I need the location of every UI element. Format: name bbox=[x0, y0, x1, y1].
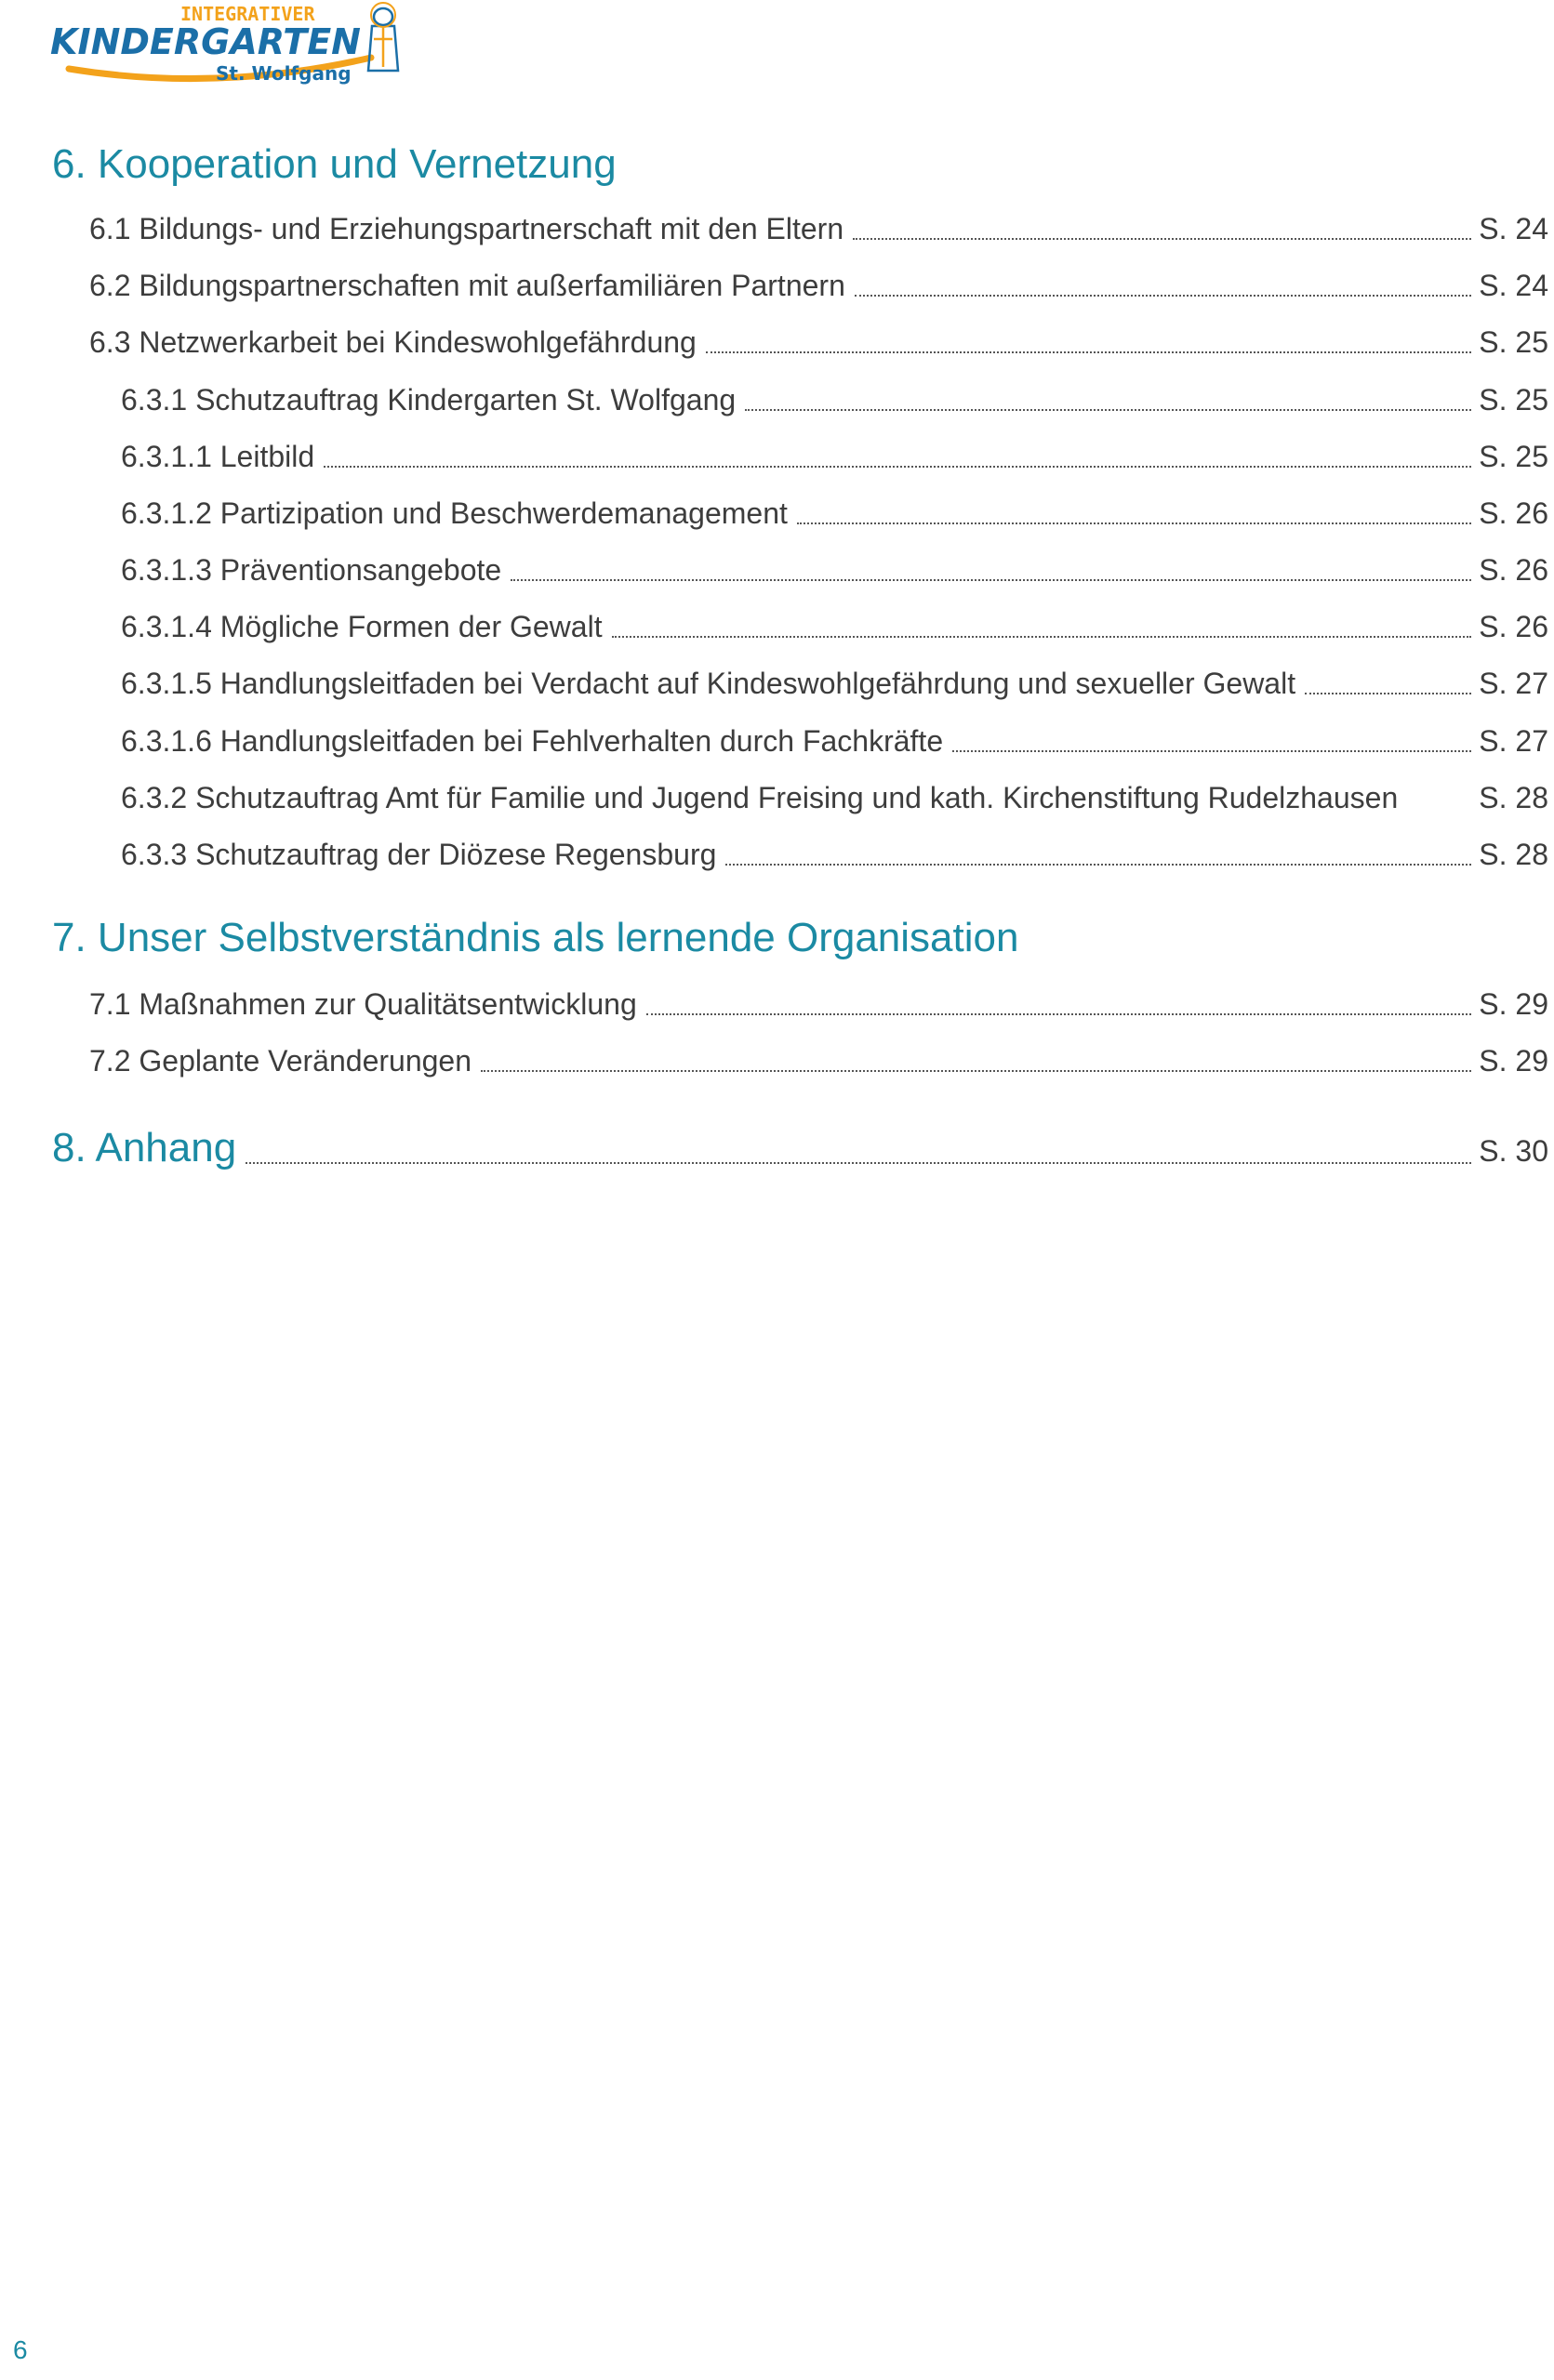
leader-dots bbox=[706, 351, 1471, 353]
section-6-heading: 6. Kooperation und Vernetzung bbox=[52, 141, 617, 187]
toc-entry[interactable] bbox=[121, 381, 1548, 418]
leader-dots bbox=[725, 864, 1471, 866]
toc-entry-title: 6.3.1 Schutzauftrag Kindergarten St. Wolfgang bbox=[121, 383, 737, 416]
toc-entry-title: 6.3.1.4 Mögliche Formen der Gewalt bbox=[121, 610, 603, 643]
toc-entry-title: 6.3.1.5 Handlungsleitfaden bei Verdacht auf Kindeswohlgefährdung und sexueller Gewalt bbox=[121, 667, 1296, 700]
toc-entry[interactable] bbox=[89, 985, 1548, 1023]
toc-entry-title: 6.2 Bildungspartnerschaften mit außerfamiliären Partnern bbox=[89, 269, 845, 302]
toc-entry-page: S. 24 bbox=[1479, 269, 1548, 302]
toc-entry[interactable] bbox=[89, 267, 1548, 304]
toc-entry-title: 8. Anhang bbox=[52, 1125, 237, 1170]
toc-entry[interactable] bbox=[121, 495, 1548, 532]
logo-line3: St. Wolfgang bbox=[216, 62, 352, 85]
toc-entry[interactable] bbox=[121, 836, 1548, 873]
toc-entry-title: 6.3 Netzwerkarbeit bei Kindeswohlgefährdung bbox=[89, 325, 697, 359]
toc-entry[interactable] bbox=[121, 551, 1548, 588]
toc-entry[interactable] bbox=[121, 779, 1548, 816]
toc-entry-page: S. 26 bbox=[1479, 553, 1548, 587]
toc-entry-title: 6.3.2 Schutzauftrag Amt für Familie und Jugend Freising und kath. Kirchenstiftung Rudelzhausen bbox=[121, 781, 1399, 814]
leader-dots bbox=[324, 466, 1471, 468]
toc-entry[interactable] bbox=[89, 1042, 1548, 1079]
leader-dots bbox=[646, 1013, 1472, 1015]
toc-entry-title: 6.3.3 Schutzauftrag der Diözese Regensburg bbox=[121, 838, 717, 871]
logo-line2: KINDERGARTEN bbox=[50, 21, 361, 62]
toc-entry-title: 6.1 Bildungs- und Erziehungspartnerschaft mit den Eltern bbox=[89, 212, 844, 245]
page-number: 6 bbox=[13, 2335, 28, 2364]
toc-entry-page: S. 25 bbox=[1479, 383, 1548, 416]
toc-entry-page: S. 25 bbox=[1479, 325, 1548, 359]
kindergarten-logo bbox=[50, 2, 404, 97]
leader-dots bbox=[745, 409, 1471, 411]
toc-entry[interactable] bbox=[89, 324, 1548, 361]
leader-dots bbox=[612, 636, 1472, 638]
toc-entry[interactable] bbox=[121, 438, 1548, 475]
leader-dots bbox=[797, 522, 1471, 524]
toc-entry-page: S. 24 bbox=[1479, 212, 1548, 245]
toc-entry-page: S. 29 bbox=[1479, 987, 1548, 1021]
toc-entry-page: S. 28 bbox=[1479, 838, 1548, 871]
toc-entry[interactable] bbox=[121, 608, 1548, 645]
section-8-heading[interactable] bbox=[52, 1125, 1548, 1171]
toc-entry-title: 7.1 Maßnahmen zur Qualitätsentwicklung bbox=[89, 987, 637, 1021]
toc-entry-page: S. 30 bbox=[1479, 1134, 1548, 1168]
toc-entry[interactable] bbox=[121, 665, 1548, 702]
toc-entry-page: S. 28 bbox=[1479, 781, 1548, 814]
saint-figure-icon bbox=[368, 3, 398, 71]
section-7-heading: 7. Unser Selbstverständnis als lernende Organisation bbox=[52, 915, 1019, 960]
leader-dots bbox=[952, 750, 1471, 752]
toc-entry[interactable] bbox=[89, 210, 1548, 247]
leader-dots bbox=[1305, 693, 1471, 694]
toc-entry[interactable] bbox=[121, 722, 1548, 760]
leader-dots bbox=[1401, 807, 1475, 809]
toc-entry-page: S. 27 bbox=[1479, 724, 1548, 758]
toc-entry-page: S. 25 bbox=[1479, 440, 1548, 473]
toc-entry-page: S. 26 bbox=[1479, 610, 1548, 643]
toc-entry-title: 7.2 Geplante Veränderungen bbox=[89, 1044, 472, 1078]
leader-dots bbox=[481, 1070, 1471, 1072]
logo-line1: INTEGRATIVER bbox=[180, 3, 315, 25]
toc-entry-page: S. 29 bbox=[1479, 1044, 1548, 1078]
toc-entry-title: 6.3.1.6 Handlungsleitfaden bei Fehlverhalten durch Fachkräfte bbox=[121, 724, 944, 758]
leader-dots bbox=[511, 579, 1471, 581]
leader-dots bbox=[246, 1162, 1471, 1164]
toc-entry-title: 6.3.1.3 Präventionsangebote bbox=[121, 553, 502, 587]
toc-entry-title: 6.3.1.1 Leitbild bbox=[121, 440, 315, 473]
toc-entry-page: S. 26 bbox=[1479, 496, 1548, 530]
leader-dots bbox=[855, 295, 1471, 297]
leader-dots bbox=[853, 238, 1471, 240]
toc-entry-title: 6.3.1.2 Partizipation und Beschwerdemanagement bbox=[121, 496, 788, 530]
toc-entry-page: S. 27 bbox=[1479, 667, 1548, 700]
